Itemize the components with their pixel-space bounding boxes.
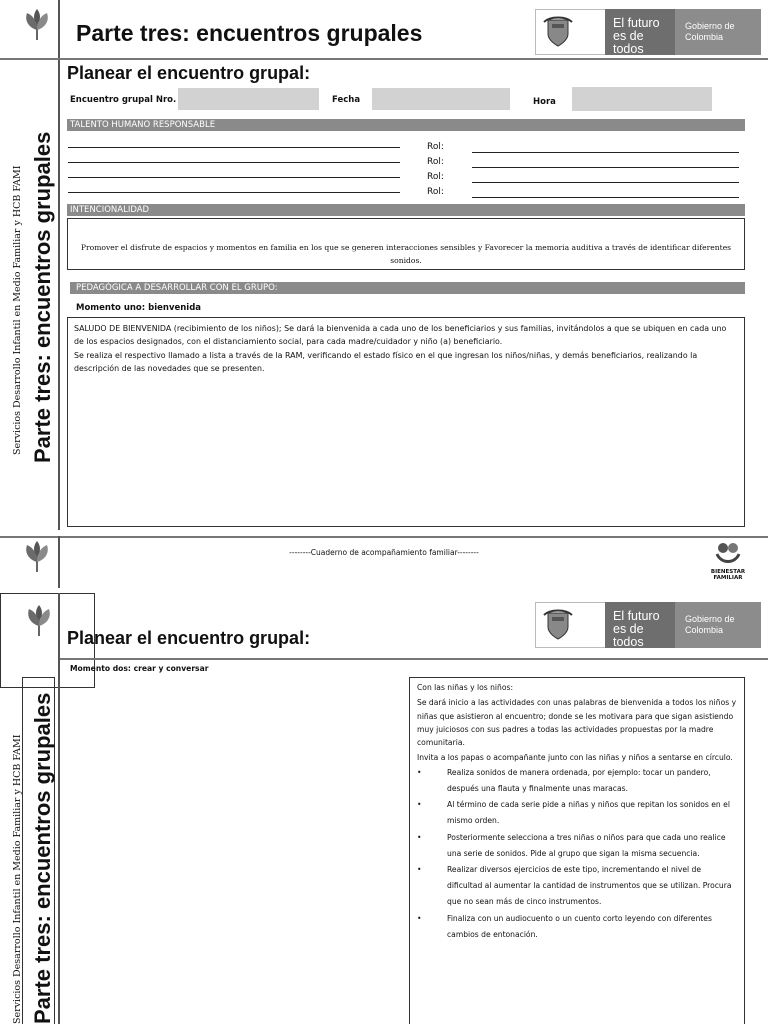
- leaf-icon: [22, 604, 56, 638]
- list-item-text: Finaliza con un audiocuento o un cuento corto leyendo con diferentes cambios de entonación.: [447, 913, 712, 939]
- paragraph: Se dará inicio a las actividades con unas palabras de bienvenida a todos los niños y niñas que asistieron al encuentro; donde se les motivara para que sigan asistiendo muy juiciosos con sus padres a todas las actividades propuestas por la madre comunitaria.: [417, 698, 737, 748]
- bullet-icon: •: [417, 832, 422, 842]
- bullet-icon: •: [417, 767, 422, 777]
- pedagogica-bar: PEDAGÓGICA A DESARROLLAR CON EL GRUPO:: [70, 282, 745, 294]
- rol-line[interactable]: [472, 197, 739, 198]
- list-item: [417, 862, 737, 911]
- talento-bar: TALENTO HUMANO RESPONSABLE: [67, 119, 745, 131]
- rol-line[interactable]: [472, 152, 739, 153]
- paragraph: Invita a los papas o acompañante junto con las niñas y niños a sentarse en círculo.: [417, 753, 733, 763]
- page2-header-rule: [60, 658, 768, 660]
- encuentro-label: Encuentro grupal Nro.: [70, 95, 177, 105]
- section-title: Planear el encuentro grupal:: [67, 628, 311, 648]
- gov-futuro-text: El futuro es de todos: [605, 9, 675, 55]
- crear-conversar-box: [409, 677, 745, 1024]
- gov-futuro-text: El futuro es de todos: [605, 602, 675, 648]
- gov-logo: [535, 602, 761, 648]
- page-break-rule: [0, 536, 768, 538]
- list-item-text: Realiza sonidos de manera ordenada, por ejemplo: tocar un pandero, después una flauta y finalmente unas maracas.: [447, 767, 711, 793]
- list-item: [417, 911, 737, 943]
- bienvenida-paragraph: SALUDO DE BIENVENIDA (recibimiento de los niños); Se dará la bienvenida a cada uno de los beneficiarios y sus familias, invitándolos a que se ubiquen en cada uno de los espacios designados, con el distanciamiento social, para cada madre/cuidador y niño (a) beneficiario.: [74, 324, 727, 347]
- list-item: [417, 765, 737, 797]
- intro-line: Con las niñas y los niños:: [417, 683, 513, 692]
- fecha-label: Fecha: [332, 95, 361, 105]
- rol-label: Rol:: [427, 172, 444, 182]
- side-service-text: Servicios Desarrollo Infantil en Medio Familiar y HCB FAMI: [12, 165, 23, 455]
- bullet-icon: •: [417, 865, 422, 874]
- fecha-input[interactable]: [372, 88, 510, 110]
- side-part-title: Parte tres: encuentros grupales: [30, 692, 55, 1024]
- hora-input[interactable]: [572, 87, 712, 111]
- leaf-icon: [20, 8, 54, 42]
- list-item-text: Al término de cada serie pide a niñas y niños que repitan los sonidos en el mismo orden.: [447, 800, 730, 826]
- momento-dos-label: Momento dos: crear y conversar: [70, 664, 209, 673]
- colombia-shield-icon: [540, 14, 576, 50]
- footer-divider: [58, 536, 60, 588]
- side-service-text: Servicios Desarrollo Infantil en Medio Familiar y HCB FAMI: [12, 734, 23, 1024]
- bienestar-logo-icon: [711, 540, 745, 568]
- colombia-shield-icon: [540, 607, 576, 643]
- list-item: [417, 797, 737, 829]
- rol-label: Rol:: [427, 157, 444, 167]
- rol-label: Rol:: [427, 142, 444, 152]
- list-item: [417, 830, 737, 862]
- rol-line[interactable]: [472, 167, 739, 168]
- hora-label: Hora: [533, 97, 556, 107]
- leaf-icon: [20, 540, 54, 574]
- rol-line[interactable]: [472, 182, 739, 183]
- section-title: Planear el encuentro grupal:: [67, 63, 311, 83]
- talento-line[interactable]: [68, 162, 400, 163]
- intencionalidad-bar: INTENCIONALIDAD: [67, 204, 745, 216]
- side-part-title: Parte tres: encuentros grupales: [30, 131, 55, 463]
- bullet-icon: •: [417, 800, 422, 810]
- intencionalidad-text: Promover el disfrute de espacios y momentos en familia en los que se generen interacciones sensibles y Favorecer la memoria auditiva a través de identificar diferentes sonidos.: [80, 243, 732, 265]
- rol-label: Rol:: [427, 187, 444, 197]
- gov-logo: [535, 9, 761, 55]
- gov-gobierno-text: Gobierno de Colombia: [675, 602, 761, 648]
- list-item-text: Posteriormente selecciona a tres niñas o niños para que cada uno realice una serie de sonidos. Pide al grupo que sigan la misma secuencia.: [447, 832, 726, 858]
- bienvenida-box: [67, 317, 745, 527]
- bienvenida-paragraph: Se realiza el respectivo llamado a lista a través de la RAM, verificando el estado físico en el que ingresan los niños/niñas, y demás beneficiarios, realizando la descripción de las novedades que se presenten.: [74, 350, 698, 373]
- footer-center-text: --------Cuaderno de acompañamiento familiar--------: [289, 548, 479, 557]
- talento-line[interactable]: [68, 147, 400, 148]
- page1-header-rule: [0, 58, 768, 60]
- intencionalidad-box: [67, 218, 745, 270]
- list-item-text: Realizar diversos ejercicios de este tipo, incrementando el nivel de dificultad al aumentar la cantidad de instrumentos que se utilizan. Procura que no sean más de cinco instrumentos.: [447, 865, 732, 907]
- encuentro-input[interactable]: [178, 88, 319, 110]
- momento-uno-label: Momento uno: bienvenida: [76, 303, 202, 313]
- page-header-title: Parte tres: encuentros grupales: [76, 20, 423, 46]
- talento-line[interactable]: [68, 177, 400, 178]
- gov-gobierno-text: Gobierno de Colombia: [675, 9, 761, 55]
- talento-line[interactable]: [68, 192, 400, 193]
- page1-left-divider: [58, 0, 60, 530]
- bullet-icon: •: [417, 913, 422, 923]
- bienestar-label: BIENESTAR FAMILIAR: [710, 569, 746, 581]
